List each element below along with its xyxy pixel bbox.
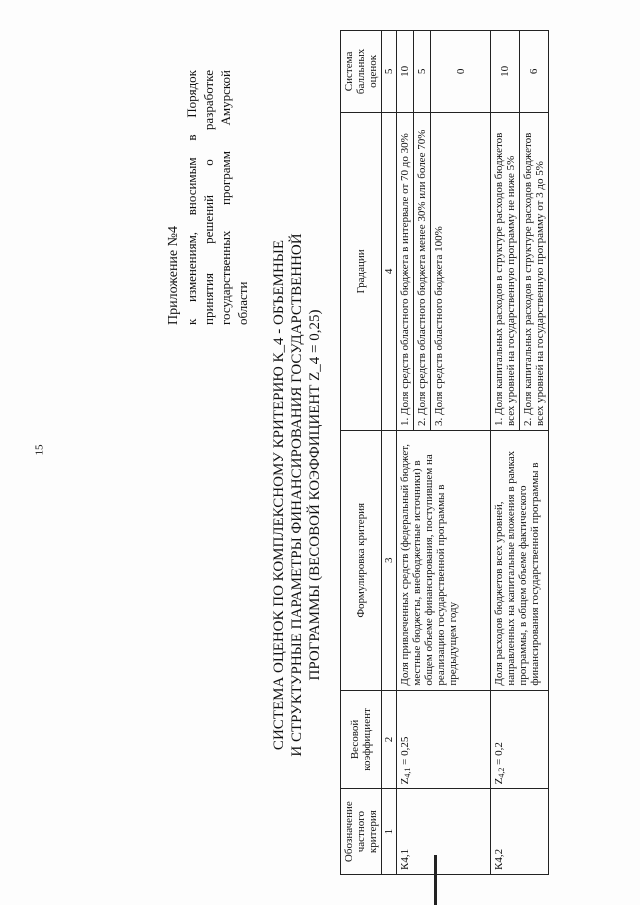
column-number: 3 [382,430,397,690]
document-title [270,175,324,815]
criteria-table [340,30,549,875]
title-line-1: СИСТЕМА ОЦЕНОК ПО КОМПЛЕКСНОМУ КРИТЕРИЮ К_4 - ОБЪЕМНЫЕ [271,239,287,751]
criterion-text: Доля привлеченных средств (федеральный бюджет, местные бюджеты, внебюджетные источники) в общем объеме финансирования, поступившем на реализацию государственной программы в предыдущем году [397,430,491,690]
title-line-2: И СТРУКТУРНЫЕ ПАРАМЕТРЫ ФИНАНСИРОВАНИЯ ГОСУДАРСТВЕННОЙ [289,233,305,757]
title-line-3: ПРОГРАММЫ (ВЕСОВОЙ КОЭФФИЦИЕНТ Z_4 = 0,25) [307,309,323,681]
gradation-text: 1. Доля капитальных расходов в структуре расходов бюджетов всех уровней на государственную программу не ниже 5% [491,112,520,430]
gradation-text: 1. Доля средств областного бюджета в интервале от 70 до 30% [397,112,414,430]
score-value: 0 [431,31,491,113]
column-number: 1 [382,789,397,875]
weight-coefficient: $Z_{4,1} = 0,25$ [397,690,491,789]
gradation-text: 2. Доля капитальных расходов в структуре расходов бюджетов всех уровней на государственную программу от 3 до 5% [520,112,549,430]
weight-coefficient: $Z_{4,2} = 0,2$ [491,690,549,789]
header-gradations: Градации [341,112,382,430]
table-header-row [341,31,382,875]
appendix-title: Приложение №4 [166,226,181,325]
header-criterion: Формулировка критерия [341,430,382,690]
column-number: 2 [382,690,397,789]
criterion-text: Доля расходов бюджетов всех уровней, направленных на капитальные вложения в рамках программы, в общем объеме фактического финансирования государственной программы в [491,430,549,690]
gradation-text: 2. Доля средств областного бюджета менее 30% или более 70% [414,112,431,430]
header-score: Система балльных оценок [341,31,382,113]
appendix-note [165,70,251,325]
page-number: 15 [33,444,46,456]
header-weight: Весовой коэффициент [341,690,382,789]
score-value: 10 [491,31,520,113]
landscape-page [165,30,546,875]
criterion-code: К4,2 [491,789,549,875]
table-row [397,31,414,875]
score-value: 10 [397,31,414,113]
gradation-text: 3. Доля средств областного бюджета 100% [431,112,491,430]
score-value: 5 [414,31,431,113]
column-number: 5 [382,31,397,113]
table-row [491,31,520,875]
score-value: 6 [520,31,549,113]
header-code: Обозначение частного критерия [341,789,382,875]
column-number: 4 [382,112,397,430]
column-number-row [382,31,397,875]
criterion-code: К4,1 [397,789,491,875]
appendix-body: к изменениям, вносимым в Порядок принятия решений о разработке государственных программ Амурской области [184,70,250,325]
